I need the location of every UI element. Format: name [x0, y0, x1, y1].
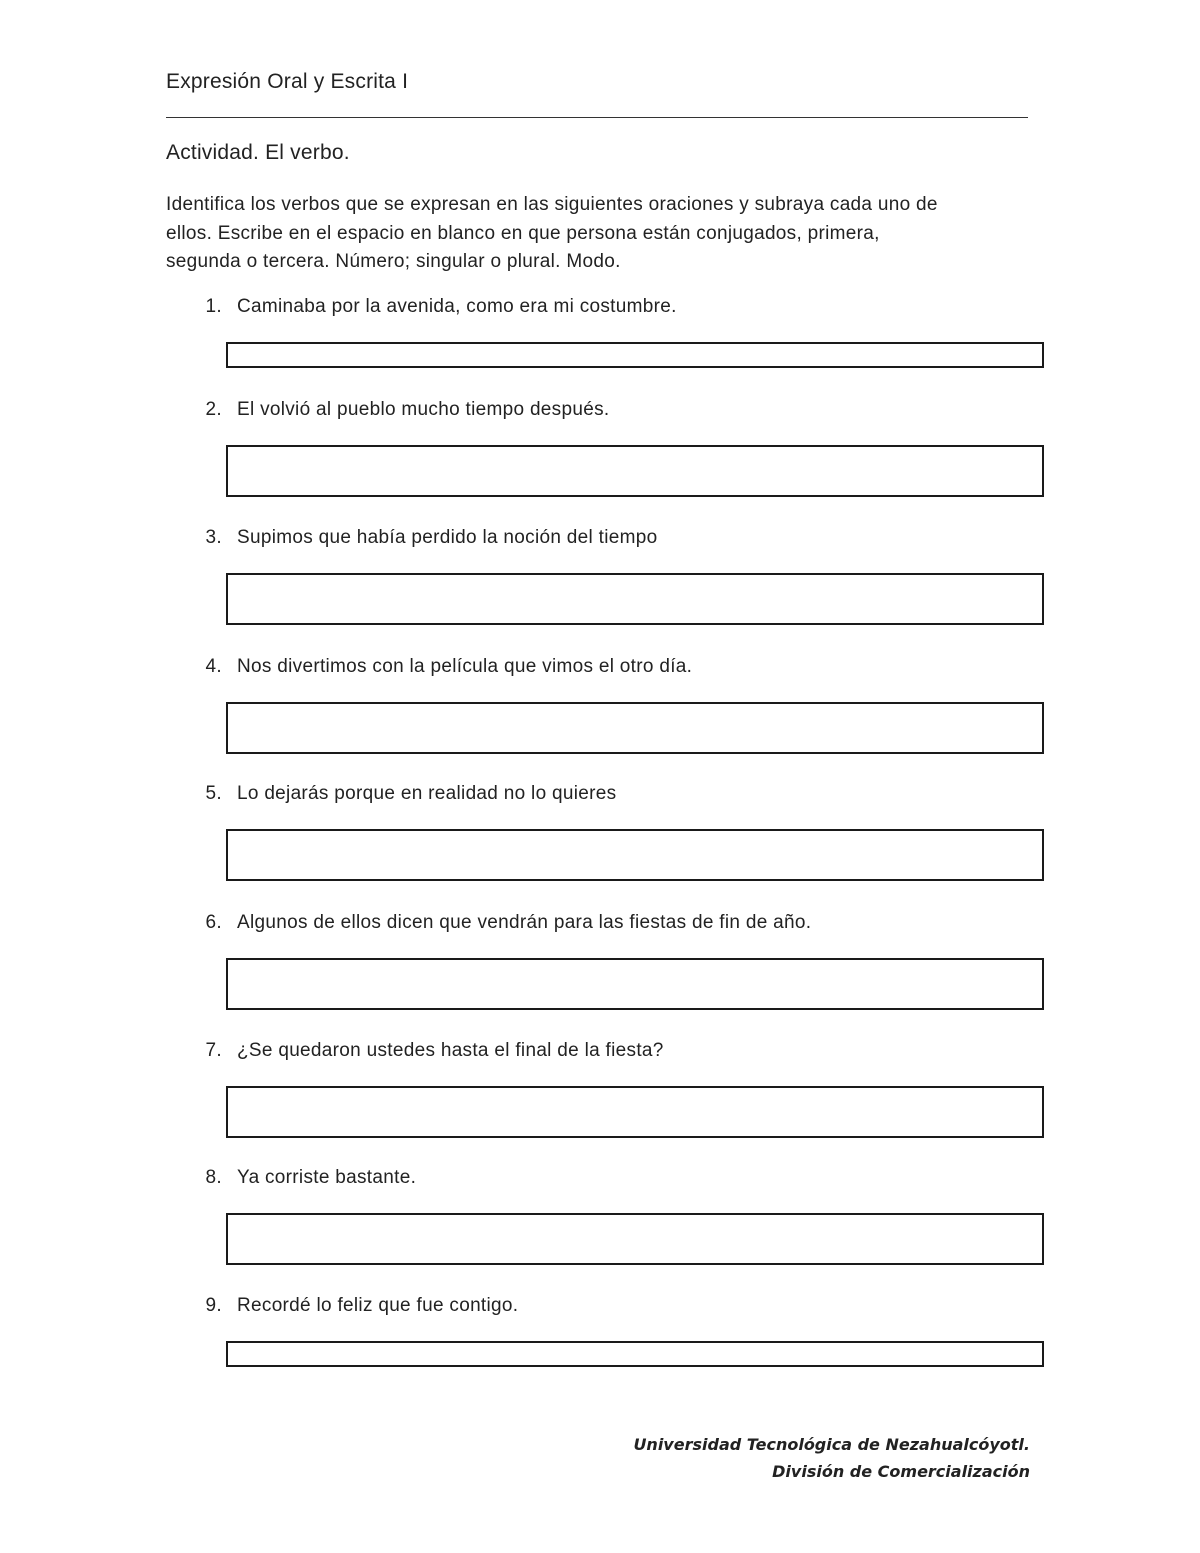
item-number: 6. [205, 912, 222, 933]
answer-box[interactable] [226, 573, 1044, 625]
answer-box[interactable] [226, 1086, 1044, 1138]
item-number: 7. [205, 1040, 222, 1061]
item-number: 8. [205, 1167, 222, 1188]
header-divider [166, 117, 1028, 118]
activity-title: Actividad. El verbo. [166, 141, 350, 164]
item-sentence: Recordé lo feliz que fue contigo. [237, 1295, 519, 1316]
answer-box[interactable] [226, 342, 1044, 368]
item-sentence: Ya corriste bastante. [237, 1167, 417, 1188]
answer-box[interactable] [226, 958, 1044, 1010]
item-sentence: Algunos de ellos dicen que vendrán para las fiestas de fin de año. [237, 912, 812, 933]
item-sentence: Lo dejarás porque en realidad no lo quieres [237, 783, 617, 804]
instructions-line: ellos. Escribe en el espacio en blanco en que persona están conjugados, primera, [166, 222, 880, 244]
course-title: Expresión Oral y Escrita I [166, 70, 409, 93]
item-number: 1. [205, 296, 222, 317]
item-sentence: ¿Se quedaron ustedes hasta el final de la fiesta? [237, 1040, 664, 1061]
instructions-line: segunda o tercera. Número; singular o plural. Modo. [166, 251, 621, 272]
instructions-paragraph [166, 191, 1046, 277]
item-number: 4. [205, 656, 222, 677]
footer-division: División de Comercialización [772, 1462, 1030, 1481]
instructions-line: Identifica los verbos que se expresan en las siguientes oraciones y subraya cada uno de [166, 194, 938, 215]
item-number: 2. [205, 399, 222, 420]
item-number: 3. [205, 527, 222, 548]
footer [633, 1431, 1030, 1485]
answer-box[interactable] [226, 829, 1044, 881]
item-sentence: Supimos que había perdido la noción del tiempo [237, 527, 658, 548]
item-number: 9. [205, 1295, 222, 1316]
answer-box[interactable] [226, 1213, 1044, 1265]
footer-institution: Universidad Tecnológica de Nezahualcóyotl. [633, 1435, 1030, 1454]
answer-box[interactable] [226, 702, 1044, 754]
item-number: 5. [205, 783, 222, 804]
item-sentence: Caminaba por la avenida, como era mi costumbre. [237, 296, 677, 317]
answer-box[interactable] [226, 445, 1044, 497]
item-sentence: El volvió al pueblo mucho tiempo después. [237, 399, 610, 420]
answer-box[interactable] [226, 1341, 1044, 1367]
item-sentence: Nos divertimos con la película que vimos el otro día. [237, 656, 693, 677]
